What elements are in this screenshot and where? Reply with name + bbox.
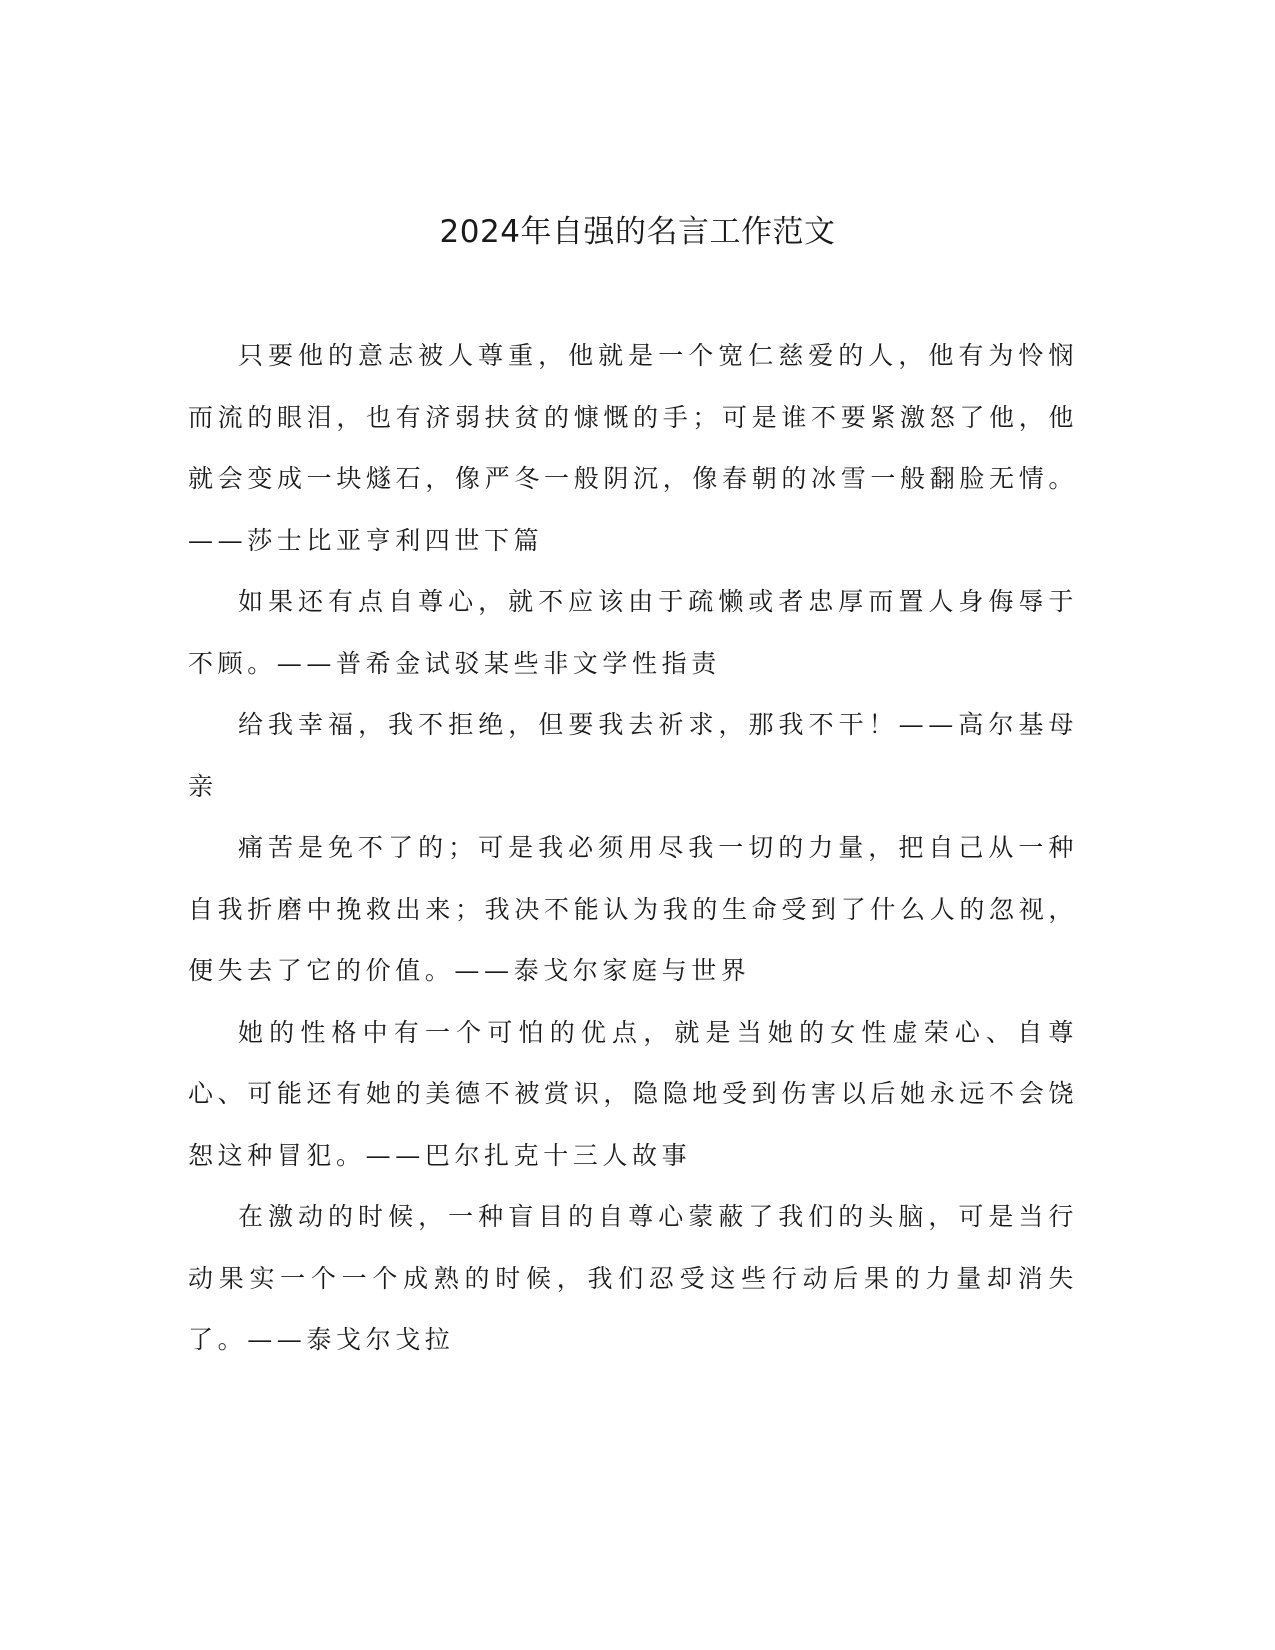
quote-paragraph: 如果还有点自尊心，就不应该由于疏懒或者忠厚而置人身侮辱于不顾。——普希金试驳某些非文学性指责	[188, 587, 1078, 678]
document-body	[188, 325, 1078, 1371]
quote-paragraph: 给我幸福，我不拒绝，但要我去祈求，那我不干！——高尔基母亲	[188, 710, 1078, 801]
quote-paragraph: 只要他的意志被人尊重，他就是一个宽仁慈爱的人，他有为怜悯而流的眼泪，也有济弱扶贫的慷慨的手；可是谁不要紧激怒了他，他就会变成一块燧石，像严冬一般阴沉，像春朝的冰雪一般翻脸无情。——莎士比亚亨利四世下篇	[188, 341, 1078, 555]
document-title: 2024年自强的名言工作范文	[439, 214, 836, 250]
quote-paragraph: 痛苦是免不了的；可是我必须用尽我一切的力量，把自己从一种自我折磨中挽救出来；我决不能认为我的生命受到了什么人的忽视，便失去了它的价值。——泰戈尔家庭与世界	[188, 833, 1078, 985]
quote-paragraph: 在激动的时候，一种盲目的自尊心蒙蔽了我们的头脑，可是当行动果实一个一个成熟的时候，我们忍受这些行动后果的力量却消失了。——泰戈尔戈拉	[188, 1202, 1078, 1354]
quote-paragraph: 她的性格中有一个可怕的优点，就是当她的女性虚荣心、自尊心、可能还有她的美德不被赏识，隐隐地受到伤害以后她永远不会饶恕这种冒犯。——巴尔扎克十三人故事	[188, 1017, 1078, 1170]
